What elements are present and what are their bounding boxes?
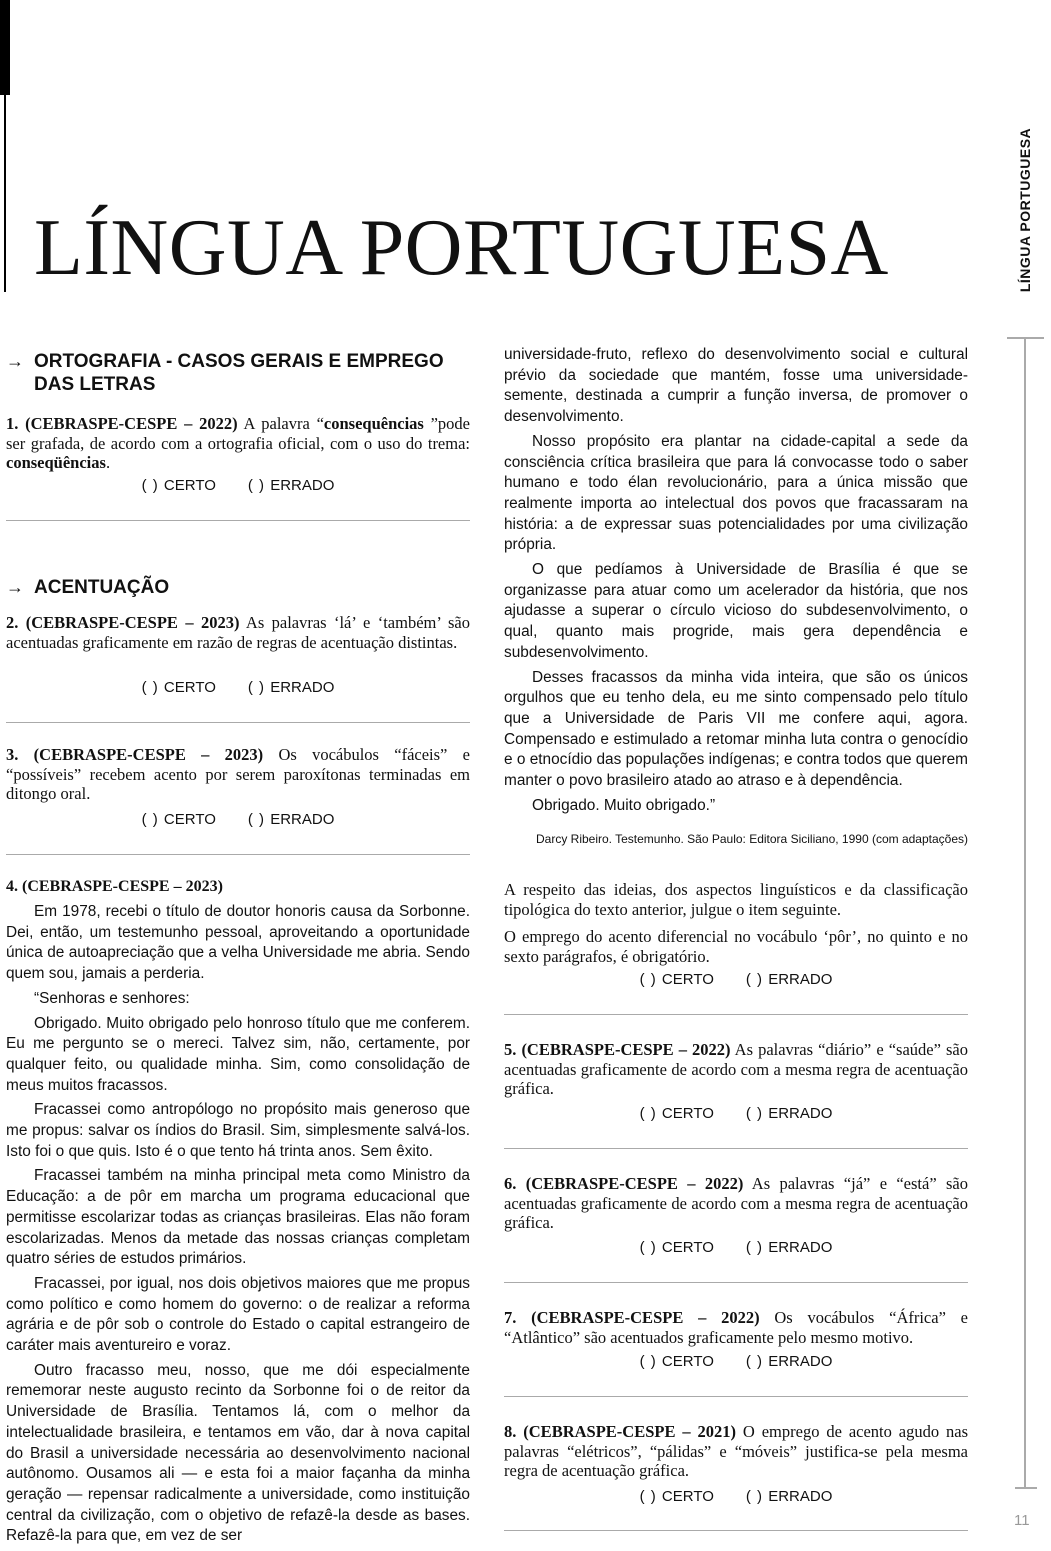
divider — [504, 1148, 968, 1149]
divider — [6, 722, 470, 723]
question-5: 5. (CEBRASPE-CESPE – 2022) As palavras “diário” e “saúde” são acentuadas graficamente de acordo com a mesma regra de acentuação gráfica. — [504, 1040, 968, 1098]
certo-option[interactable]: ( ) CERTO — [639, 1488, 714, 1505]
side-label: LÍNGUA PORTUGUESA — [1017, 127, 1033, 293]
errado-option[interactable]: ( ) ERRADO — [745, 1105, 833, 1122]
divider — [504, 1396, 968, 1397]
question-7: 7. (CEBRASPE-CESPE – 2022) Os vocábulos “África” e “Atlântico” são acentuados graficamente pelo mesmo motivo. — [504, 1308, 968, 1347]
page-title: LÍNGUA PORTUGUESA — [34, 204, 889, 292]
page-number: 11 — [1014, 1512, 1030, 1529]
answer-options-1 — [6, 477, 470, 494]
answer-options-8 — [504, 1488, 968, 1505]
certo-option[interactable]: ( ) CERTO — [639, 1239, 714, 1256]
side-rule-bottom — [1015, 1487, 1037, 1489]
section-heading-ortografia: → ORTOGRAFIA - CASOS GERAIS E EMPREGO DAS LETRAS — [6, 351, 444, 395]
errado-option[interactable]: ( ) ERRADO — [247, 679, 335, 696]
citation: Darcy Ribeiro. Testemunho. São Paulo: Editora Siciliano, 1990 (com adaptações) — [535, 832, 968, 846]
answer-options-5 — [504, 1105, 968, 1122]
question-2: 2. (CEBRASPE-CESPE – 2023) As palavras ‘lá’ e ‘também’ são acentuadas graficamente em razão de regras de acentuação distintas. — [6, 613, 470, 652]
paragraph: “Senhoras e senhores: — [34, 989, 190, 1007]
answer-options-2 — [6, 679, 470, 696]
paragraph: Nosso propósito era plantar na cidade-capital a sede da consciência crítica brasileira que para lá convocasse todo o saber humano e todo élan revolucionário, para a única missão que realmente importa ao intelectual dos povos que fracassaram na história: a de expressar suas potencialidades por uma civilização própria. — [504, 432, 968, 554]
question-4-item: O emprego do acento diferencial no vocábulo ‘pôr’, no quinto e no sexto parágrafos, é obrigatório. — [504, 927, 968, 966]
errado-option[interactable]: ( ) ERRADO — [247, 811, 335, 828]
question-1: 1. (CEBRASPE-CESPE – 2022) A palavra “consequências ”pode ser grafada, de acordo com a ortografia oficial, com o uso do trema: conseqüências. — [6, 414, 471, 472]
errado-option[interactable]: ( ) ERRADO — [745, 971, 833, 988]
divider — [6, 520, 470, 521]
paragraph: Desses fracassos da minha vida inteira, que são os únicos orgulhos que eu tenho dela, eu me sinto compensado pelo título que a Universidade de Paris VII me confere aqui, agora. Compensado e estimulado a retomar minha luta contra o genocídio e o etnocídio das populações indígenas; e contra todos que querem manter o povo brasileiro atado ao atraso e à dependência. — [504, 668, 968, 790]
divider — [504, 1014, 968, 1015]
question-8: 8. (CEBRASPE-CESPE – 2021) O emprego de acento agudo nas palavras “elétricos”, “pálidas” e “móveis” justifica-se pela mesma regra de acentuação gráfica. — [504, 1422, 968, 1480]
errado-option[interactable]: ( ) ERRADO — [745, 1488, 833, 1505]
paragraph: O que pedíamos à Universidade de Brasília é que se organizasse para atuar como um acelerador da história, que nos ajudasse a superar o círculo vicioso do subdesenvolvimento, o qual, quanto mais progride, mais gera dependência e subdesenvolvimento. — [504, 561, 968, 661]
side-rule — [1024, 337, 1026, 1489]
answer-options-4 — [504, 971, 968, 988]
section-heading-acentuacao: → ACENTUAÇÃO — [6, 577, 170, 598]
errado-option[interactable]: ( ) ERRADO — [745, 1239, 833, 1256]
errado-option[interactable]: ( ) ERRADO — [247, 477, 335, 494]
paragraph: universidade-fruto, reflexo do desenvolvimento social e cultural prévio da sociedade que mantém, fosse uma universidade-semente, destinada a cumprir a função inversa, de promover o desenvolvimento. — [504, 346, 968, 426]
paragraph: Obrigado. Muito obrigado pelo honroso título que me conferem. Eu me pergunto se o mereci. Talvez sim, não, certamente, por qualquer feito, ou qualidade minha. Sim, como consolidação de meus muitos fracassos. — [6, 1014, 470, 1094]
divider — [6, 854, 470, 855]
paragraph: Fracassei também na minha principal meta como Ministro da Educação: a de pôr em marcha um programa educacional que permitisse escolarizar todas as crianças brasileiras. Elas não foram escolarizadas. Menos da metade das nossas crianças completam quatro séries de estudos primários. — [6, 1167, 470, 1268]
paragraph: Fracassei, por igual, nos dois objetivos maiores que me propus como político e como homem do governo: o de realizar a reforma agrária e de pôr sob o controle do Estado o capital estrangeiro de caráter mais aventureiro e voraz. — [6, 1274, 470, 1355]
divider — [504, 1530, 968, 1531]
arrow-right-icon: → — [6, 577, 24, 597]
corner-rule — [4, 95, 6, 292]
paragraph: Obrigado. Muito obrigado.” — [532, 796, 716, 814]
question-4-passage — [6, 878, 470, 1551]
certo-option[interactable]: ( ) CERTO — [639, 971, 714, 988]
answer-options-3 — [6, 811, 470, 828]
corner-bar — [0, 0, 10, 95]
paragraph: Fracassei como antropólogo no propósito mais generoso que me propus: salvar os índios do Brasil. Sim, simplesmente salvá-los. Isto foi o que quis. Isto é o que tento há trinta anos. Sem êxito. — [6, 1101, 470, 1160]
certo-option[interactable]: ( ) CERTO — [141, 477, 216, 494]
answer-options-7 — [504, 1353, 968, 1370]
answer-options-6 — [504, 1239, 968, 1256]
certo-option[interactable]: ( ) CERTO — [639, 1105, 714, 1122]
question-4-prompt: A respeito das ideias, dos aspectos linguísticos e da classificação tipológica do texto anterior, julgue o item seguinte. — [504, 880, 968, 919]
certo-option[interactable]: ( ) CERTO — [141, 811, 216, 828]
paragraph: Outro fracasso meu, nosso, que me dói especialmente rememorar neste augusto recinto da Sorbonne foi o de reitor da Universidade de Brasília. Tentamos lá, com o melhor da intelectualidade brasileira, e tentamos em vão, dar à nova capital do Brasil a universidade necessária ao desenvolvimento nacional autônomo. Ousamos ali — e esta foi a maior façanha da minha geração — repensar radicalmente a universidade, como instituição central da civilização, com o objetivo de refazê-la desde as bases. Refazê-la para que, em vez de ser — [6, 1361, 470, 1545]
question-3: 3. (CEBRASPE-CESPE – 2023) Os vocábulos “fáceis” e “possíveis” recebem acento por serem paroxítonas terminadas em ditongo oral. — [6, 745, 470, 803]
certo-option[interactable]: ( ) CERTO — [639, 1353, 714, 1370]
question-4-head: 4. (CEBRASPE-CESPE – 2023) — [6, 878, 223, 895]
paragraph: Em 1978, recebi o título de doutor honoris causa da Sorbonne. Dei, então, um testemunho pessoal, aproveitando a oportunidade única de autoapreciação que a velha Universidade me abria. Sendo quem sou, jamais a perderia. — [6, 903, 470, 983]
question-6: 6. (CEBRASPE-CESPE – 2022) As palavras “já” e “está” são acentuadas graficamente de acordo com a mesma regra de acentuação gráfica. — [504, 1174, 969, 1232]
errado-option[interactable]: ( ) ERRADO — [745, 1353, 833, 1370]
certo-option[interactable]: ( ) CERTO — [141, 679, 216, 696]
divider — [504, 1282, 968, 1283]
question-4-passage-continued — [504, 345, 968, 820]
arrow-right-icon: → — [6, 351, 24, 371]
